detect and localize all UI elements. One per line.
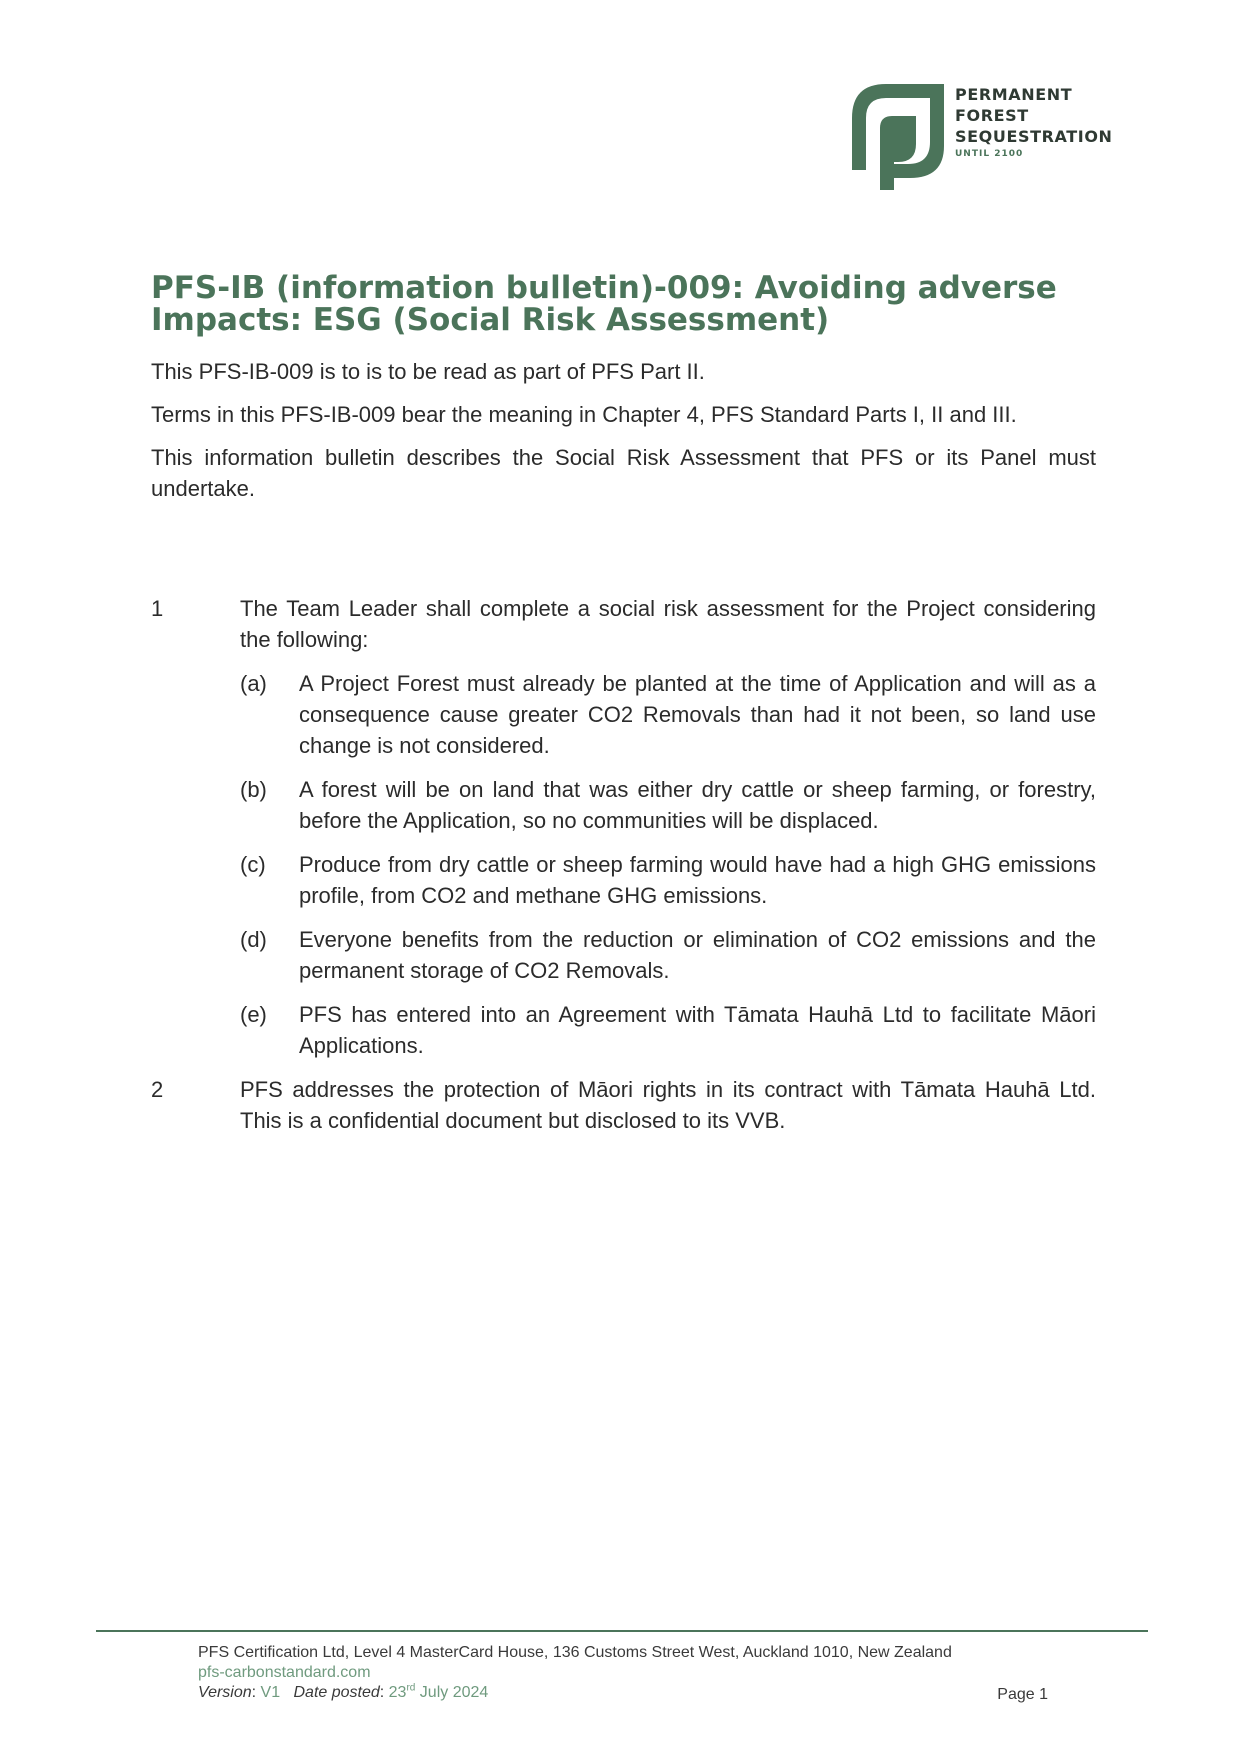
logo-wordmark [955, 84, 1113, 161]
intro-paragraph: This PFS-IB-009 is to is to be read as part of PFS Part II. [151, 359, 705, 384]
sub-item-label: (b) [240, 777, 267, 802]
item-number: 2 [151, 1077, 164, 1102]
document-title: PFS-IB (information bulletin)-009: Avoiding adverse Impacts: ESG (Social Risk Assessment) [151, 270, 1057, 338]
footer-website-link[interactable]: pfs-carbonstandard.com [198, 1664, 371, 1681]
sub-item-text: Everyone benefits from the reduction or elimination of CO2 emissions and the permanent storage of CO2 Removals. [299, 927, 1096, 983]
sub-item [240, 668, 1096, 761]
footer-divider [96, 1630, 1148, 1632]
version-label: Version [198, 1684, 252, 1701]
date-suffix: rd [406, 1682, 416, 1694]
pfs-logo [852, 84, 1142, 196]
page-footer [198, 1643, 1048, 1703]
logo-line: PERMANENT [955, 85, 1073, 104]
numbered-list [151, 593, 1096, 1149]
logo-tagline: UNTIL 2100 [955, 149, 1024, 159]
item-text: PFS addresses the protection of Māori rights in its contract with Tāmata Hauhā Ltd. This is a confidential document but disclosed to its VVB. [240, 1077, 1096, 1133]
version-value: V1 [260, 1684, 281, 1701]
date-label: Date posted [293, 1684, 380, 1701]
date-day: 23 [388, 1684, 407, 1701]
sub-item-label: (e) [240, 1002, 267, 1027]
item-number: 1 [151, 596, 164, 621]
sub-item [240, 999, 1096, 1061]
sub-item [240, 849, 1096, 911]
logo-line: SEQUESTRATION [955, 127, 1113, 146]
footer-version-date: Version: V1 Date posted: 23rd July 2024 [198, 1682, 489, 1701]
pfs-leaf-icon [852, 84, 944, 190]
sub-item-label: (d) [240, 927, 267, 952]
intro-paragraph: Terms in this PFS-IB-009 bear the meaning in Chapter 4, PFS Standard Parts I, II and III. [151, 402, 1017, 427]
sub-item [240, 924, 1096, 986]
date-rest: July 2024 [415, 1684, 489, 1701]
logo-line: FOREST [955, 106, 1029, 125]
item-text: The Team Leader shall complete a social risk assessment for the Project considering the following: [240, 596, 1096, 652]
page-number: Page 1 [997, 1686, 1048, 1703]
intro-paragraph: This information bulletin describes the Social Risk Assessment that PFS or its Panel must undertake. [151, 445, 1096, 501]
list-item [151, 593, 1096, 1061]
intro-section [151, 356, 1096, 516]
sub-item-text: Produce from dry cattle or sheep farming would have had a high GHG emissions profile, from CO2 and methane GHG emissions. [299, 852, 1096, 908]
sub-item-text: A forest will be on land that was either dry cattle or sheep farming, or forestry, before the Application, so no communities will be displaced. [299, 777, 1096, 833]
list-item [151, 1074, 1096, 1136]
footer-address: PFS Certification Ltd, Level 4 MasterCard House, 136 Customs Street West, Auckland 1010, New Zealand [198, 1644, 952, 1661]
sub-item-label: (a) [240, 671, 267, 696]
sub-item [240, 774, 1096, 836]
sub-item-label: (c) [240, 852, 266, 877]
sub-item-text: A Project Forest must already be planted at the time of Application and will as a consequence cause greater CO2 Removals than had it not been, so land use change is not considered. [299, 671, 1096, 758]
sub-item-text: PFS has entered into an Agreement with Tāmata Hauhā Ltd to facilitate Māori Applications. [299, 1002, 1096, 1058]
